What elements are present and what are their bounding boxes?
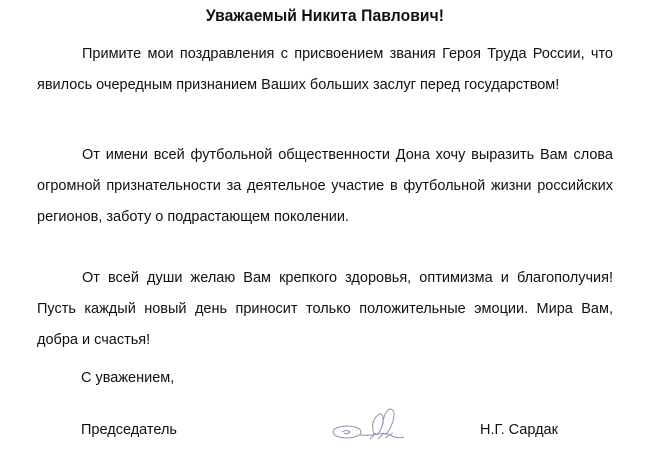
- signature-icon: [330, 405, 410, 445]
- letter-salutation: Уважаемый Никита Павлович!: [205, 6, 445, 25]
- signer-name: Н.Г. Сардак: [480, 422, 558, 438]
- paragraph-congratulation: Примите мои поздравления с присвоением звания Героя Труда России, что явилось очередным признанием Ваших больших заслуг перед государством!: [37, 46, 613, 93]
- signer-role: Председатель: [81, 422, 177, 438]
- closing-phrase: С уважением,: [81, 370, 175, 386]
- paragraph-gratitude: От имени всей футбольной общественности Дона хочу выразить Вам слова огромной признательности за деятельное участие в футбольной жизни российских регионов, заботу о подрастающем поколении.: [37, 147, 613, 225]
- paragraph-wishes: От всей души желаю Вам крепкого здоровья, оптимизма и благополучия! Пусть каждый новый день приносит только положительные эмоции. Мира Вам, добра и счастья!: [37, 270, 613, 348]
